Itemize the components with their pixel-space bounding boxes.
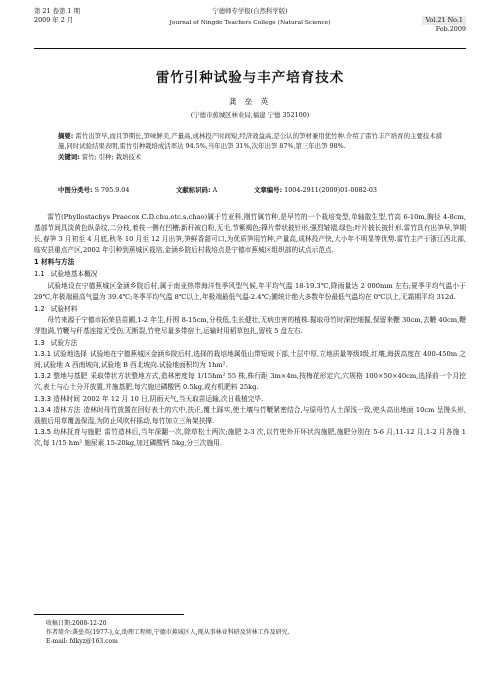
subsection-heading-materials: 1.2 试验材料	[34, 304, 78, 313]
footnote	[46, 619, 466, 646]
journal-name-cn: 宁德师专学报(自然科学版)	[212, 7, 288, 15]
classification-line	[58, 185, 442, 195]
subsection-heading-method: 1.3 试验方法	[34, 339, 78, 348]
date-cn: 2009 年 2 月	[34, 16, 74, 24]
keywords	[58, 152, 442, 162]
abstract-text: 雷竹出笋早,而且笋期长,笋味鲜美,产量高,成林投产时间短,经济效益高,是公认的笋材兼用优竹种.介绍了雷竹丰产培育的主要技术措施,同时试验结果表明,雷竹引种栽培成活率达 94.5%,当年出笋 31%,次年出笋 87%,第三年出笋 98%.	[58, 132, 442, 151]
running-header	[34, 6, 466, 52]
subsection-heading-site: 1.1 试验地基本概况	[34, 270, 98, 279]
paragraph-tending-fertilizing: 1.3.5 幼林抚育与施肥 雷竹造林后,当年深翻一次,除草松土两次;施肥 2-3 次,以竹兜外开环状沟施肥,施肥分别在 5-6 月,11-12 月,1-2 月各施 1 次,每 1/15 hm² 施尿素 15-20kg,加过磷酸钙 5kg,分三次施用.	[34, 427, 466, 447]
keywords-label: 关键词:	[58, 152, 80, 161]
author-email: E-mail: fdkyz@163.com	[46, 638, 118, 645]
abstract-block	[58, 131, 442, 162]
materials-paragraph: 母竹来源于宁德市拓荣县苗圃,1-2 年生,秆围 8-15cm,分枝低,生长健壮,无病虫害的植株.掘取母竹时深挖细掘,保留来鞭 30cm,去鞭 40cm,鞭芽饱满,竹鞭与秆基连接无受伤,无断裂,竹兜尽量多带宿土,运输时用稻草包扎,留枝 5 盘左右.	[34, 315, 466, 335]
paragraph-land-preparation: 1.3.2 整地与基肥 采取带状方状整地方式,造林密度每 1/15hm² 55 株,株行距 3m×4m,按梅花形定穴,穴规格 100×50×40cm,选择前一个月挖穴,表土与心土分开放置,并施基肥,每穴施过磷酸钙 0.5kg,或有机肥料 25kg.	[34, 372, 466, 392]
clc-number: 中图分类号: S 795.9.04	[58, 186, 130, 194]
volume-cn: 第 21 卷第 1 期	[34, 7, 80, 15]
article-body	[34, 212, 466, 449]
header-volume-cn	[34, 7, 80, 25]
paragraph-planting-method: 1.3.4 造林方法 造林时母竹放置在回好表土的穴中,扶正,覆土踩实,使土壤与竹鞭紧密结合,与原母竹人土深浅一致,兜头高出地面 10cm 呈馒头形,栽植后用草覆盖保湿,为防止风吹杆摇动,每竹加立三角架扶撑.	[34, 405, 466, 425]
footnote-rule	[34, 614, 184, 615]
paragraph-site-selection: 1.3.1 试验地选择 试验地在宁德蕉城区金涵乡院后村,选择的栽培地属低山带短坡下部,土层中厚,立地质量等级Ⅰ级,红壤,海拔高度在 400-450m 之间,试验地 A 西南坡向,试验地 B 西北坡向.试验地面积均为 1hm².	[34, 350, 466, 370]
header-journal	[144, 7, 356, 28]
received-date: 收稿日期:2008-12-20	[46, 620, 107, 627]
article-number: 文章编号: 1004-2911(2009)01-0082-03	[254, 186, 377, 194]
abstract-label: 摘要:	[58, 132, 74, 140]
date-en: Feb.2009	[435, 25, 466, 33]
author-affiliation: (宁德市蕉城区林业局,福建 宁德 352100)	[190, 111, 310, 119]
intro-paragraph: 雷竹(Phyllostachys Praecox C.D.chu.etc.s.chao)属于竹亚科,刚竹属竹种,是早竹的一个栽培变型,单轴散生型,竹高 6-10m,胸径 4-8cm,基部节间具淡黄色纵条纹,二分枝,着枝一侧有凹槽;新秆被白粉,无毛,节紫褐色;箨片带状披针形,强烈皱褶,绿色;叶片披长披针形.雷竹具有出笋早,笋期长,春笋 3 月初至 4 月底,秋冬 10 月至 12 月出笋,笋鲜香甜可口,为优质笋用竹种,产量高,成林投产快,大小年不明显等优势.雷竹主产于浙江西北部,临安县重点产区,2002 年引种到蕉城区栽培,金涵乡院后村栽培点是宁德市蕉城区组织部的试点示范点.	[34, 213, 466, 255]
section-heading-materials-methods: 1 材料与方法	[34, 258, 75, 267]
journal-name-en: Journal of Ningde Teachers College (Natural Science)	[169, 20, 331, 26]
site-paragraph: 试验地设在宁德蕉城区金涵乡院后村,属于南亚热带海洋性季风型气候,年平均气温 18-19.3℃,降雨量达 2 000mm 左右;夏季平均气温小于 29℃,年极端最高气温为 39.4℃;冬季平均气温 8℃以上,年极端最低气温-2.4℃;圃统计绝大多数年份最低气温均在 0℃以上,无霜期平均 312d.	[34, 281, 466, 301]
article-author: 龚 垒 英	[228, 97, 272, 106]
paragraph-planting-time: 1.3.3 造林时间 2002 年 12 月 10 日,阴雨天气,当天取苗运输,次日栽植完毕.	[34, 394, 264, 403]
document-code: 文献标识码: A	[176, 186, 218, 194]
volume-en: Vol.21 No.1	[422, 16, 466, 25]
header-volume-en	[422, 7, 466, 34]
author-bio: 作者简介:龚垒英(1977-),女,助理工程师,宁德市蕉城区人,现从事林业科研及营林工作及研究.	[46, 629, 290, 636]
article-title: 雷竹引种试验与丰产培育技术	[155, 70, 345, 86]
abstract	[58, 131, 442, 152]
keywords-text: 雷竹; 引种; 栽培技术	[81, 152, 142, 161]
header-rule	[34, 48, 466, 49]
